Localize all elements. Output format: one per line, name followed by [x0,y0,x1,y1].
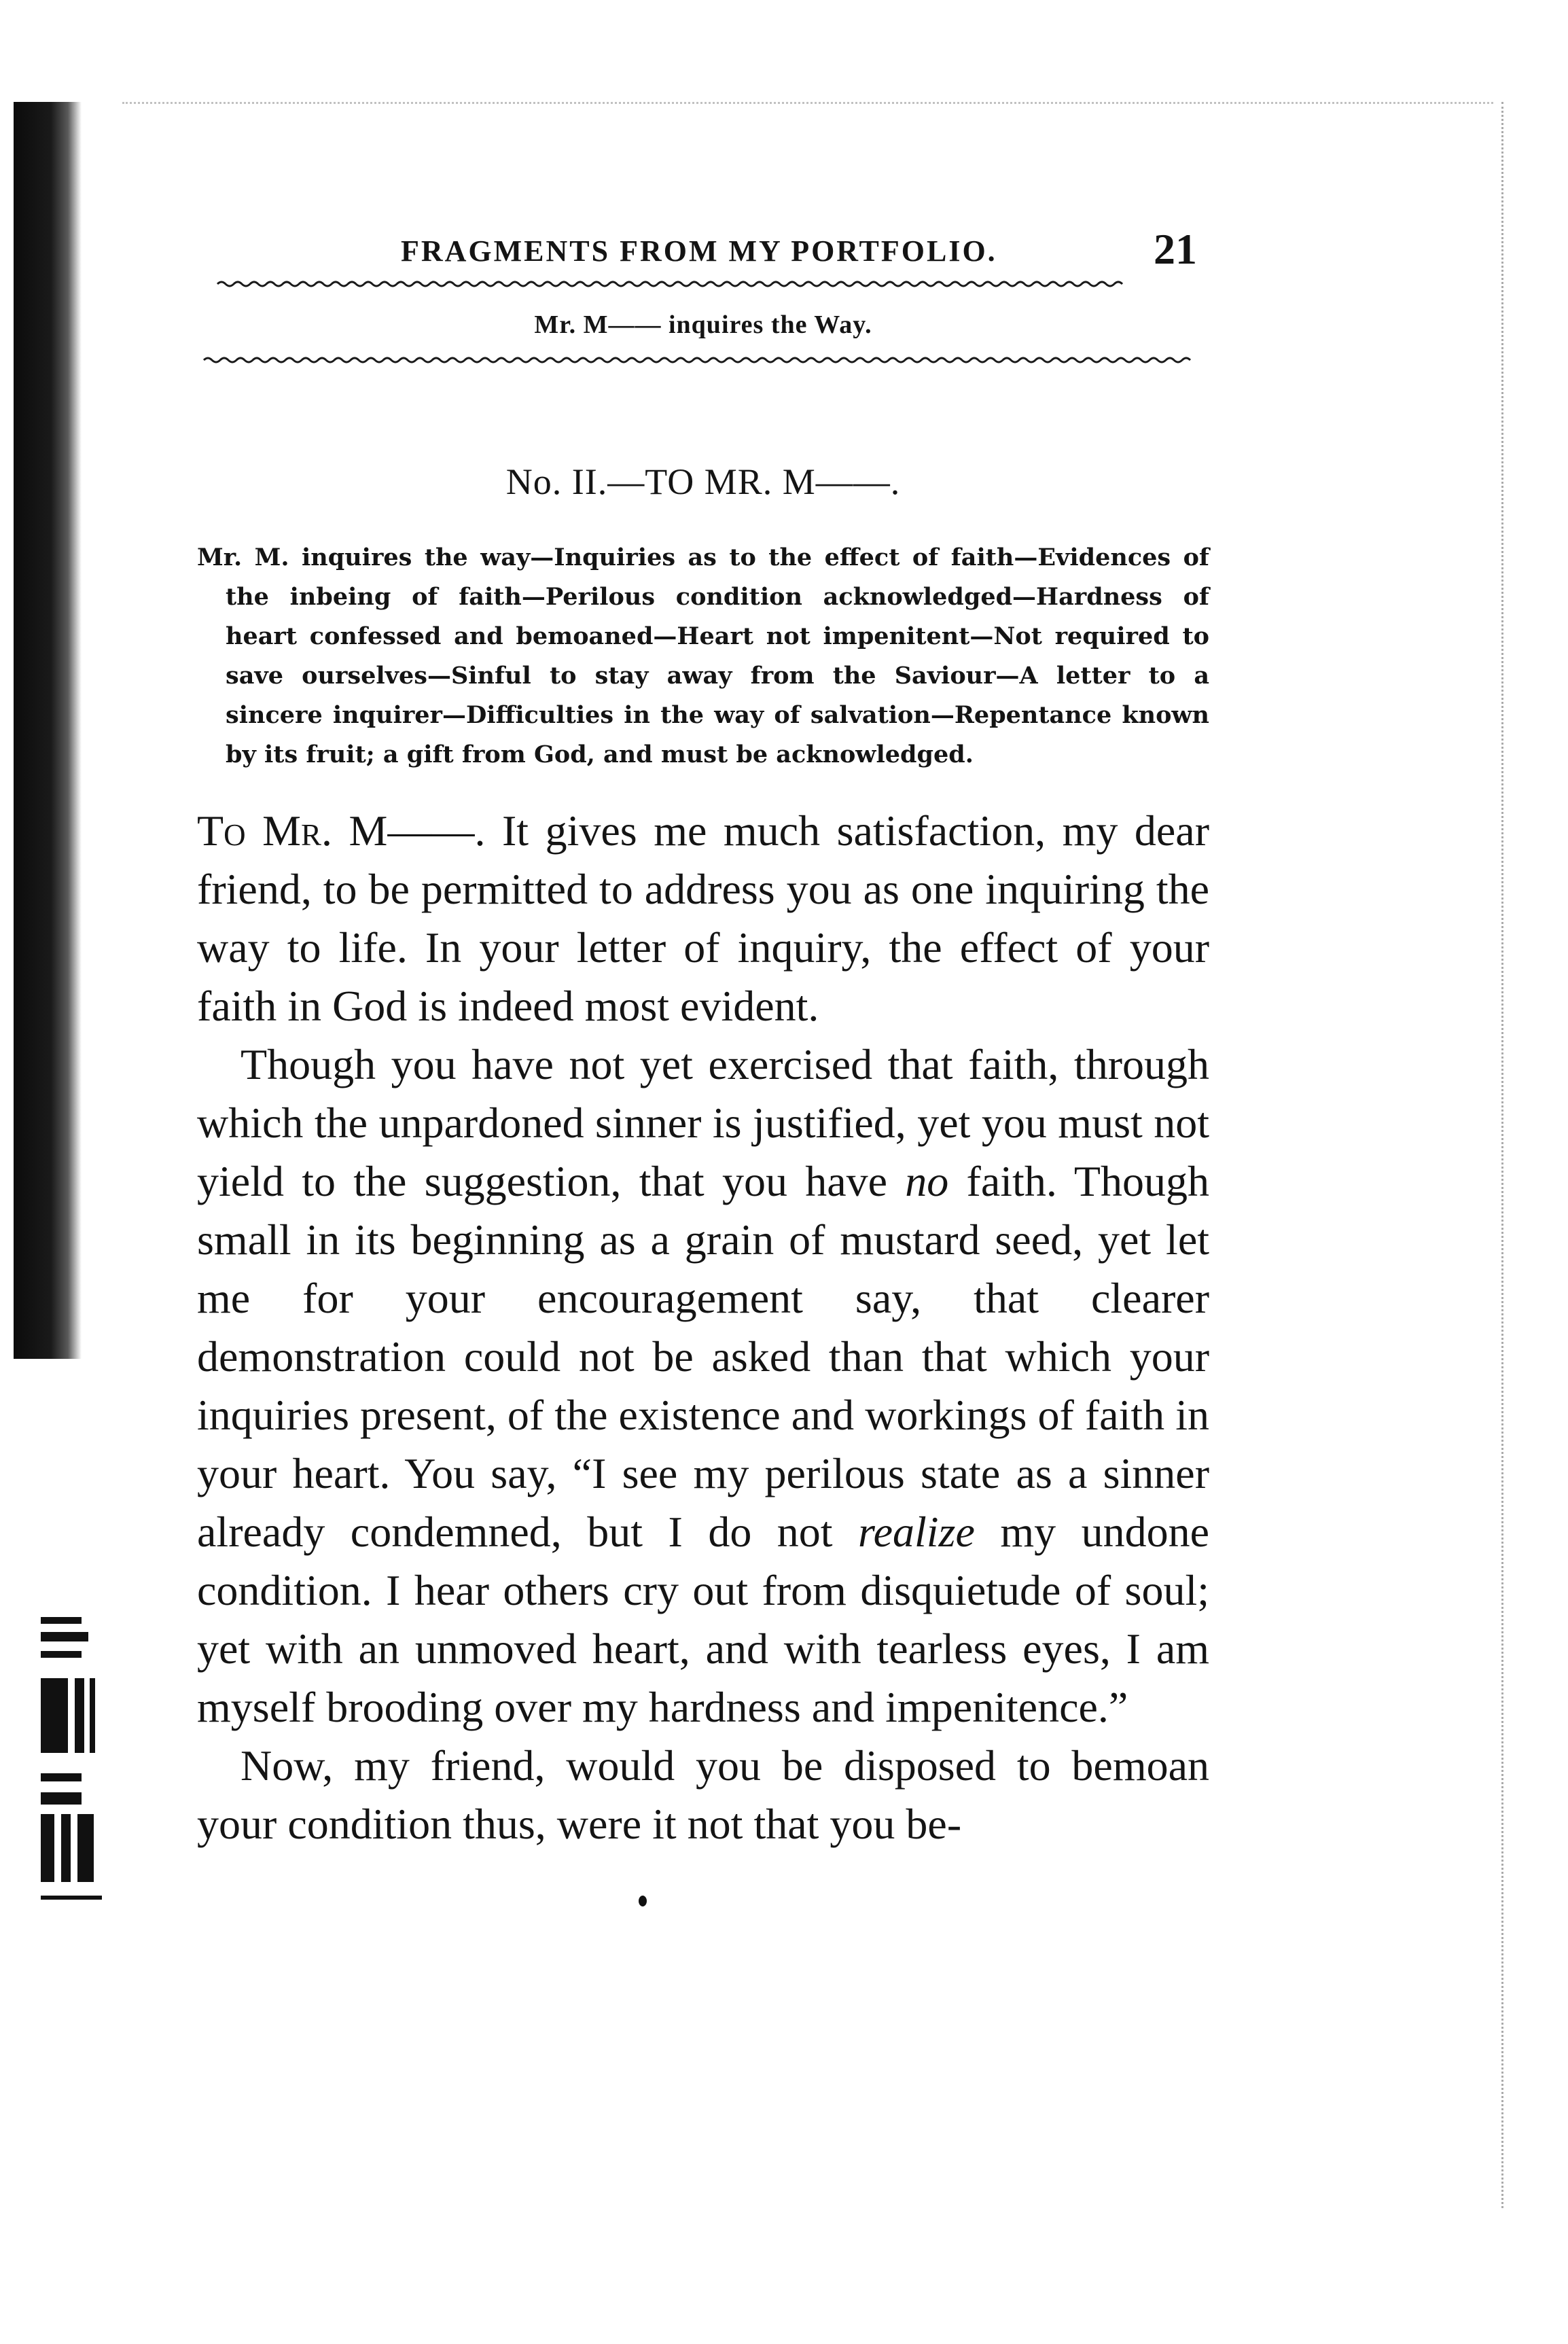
emphasis-no: no [905,1157,949,1205]
paragraph-2-text-c: my undone condition. I hear others cry out from disquietude of soul; yet with an unmoved heart, and with tearless eyes, I am myself brooding over my hardness and impenitence.” [197,1508,1209,1731]
paragraph-2-text-a: Though you have not yet exercised that faith, through which the unpardoned sinner is justified, yet you must not yield to the suggestion, that you have [197,1040,1209,1205]
letter-title: No. II.—TO MR. M——. [505,461,901,502]
section-subhead: Mr. M—— inquires the Way. [534,310,872,339]
scan-page-edge-top [122,102,1493,108]
ink-dot-mark [639,1896,647,1906]
scan-binding-shadow [14,102,82,1359]
paragraph-2-text-b: faith. Though small in its beginning as a grain of mustard seed, yet let me for your encouragement say, that clearer demonstration could not be asked than that which your inquiries present, of the existence and workings of faith in your heart. You say, “I see my perilous state as a sinner already condemned, but I do not [197,1157,1210,1556]
salutation: To Mr. M——. [197,806,486,855]
emphasis-realize: realize [858,1508,975,1556]
wavy-rule-bottom [197,355,1209,366]
scan-barcode-marks [41,1617,115,1930]
scan-page-edge-right [1496,102,1503,2208]
chapter-summary: Mr. M. inquires the way—Inquiries as to the effect of faith—Evidences of the inbeing of faith—Perilous condition acknowledged—Hardness of heart confessed and bemoaned—Heart not impenitent—Not required to save ourselves—Sinful to stay away from the Saviour—A letter to a sincere inquirer—Difficulties in the way of salvation—Repentance known by its fruit; a gift from God, and must be acknowledged. [197,544,1209,768]
paragraph-3-text: Now, my friend, would you be disposed to bemoan your condition thus, were it not that you be- [197,1741,1209,1848]
page-number: 21 [1154,225,1197,273]
paragraph-1 [197,802,1209,1035]
paragraph-1-text: It gives me much satisfaction, my dear friend, to be permitted to address you as one inquiring the way to life. In your letter of inquiry, the effect of your faith in God is indeed most evident. [197,806,1209,1030]
running-head [197,224,1209,279]
book-page [197,224,1209,1853]
running-head-title: FRAGMENTS FROM MY PORTFOLIO. [401,234,997,268]
letter-body [197,802,1209,1853]
wavy-rule-top [197,279,1209,289]
paragraph-2 [197,1035,1209,1737]
paragraph-3 [197,1737,1209,1853]
